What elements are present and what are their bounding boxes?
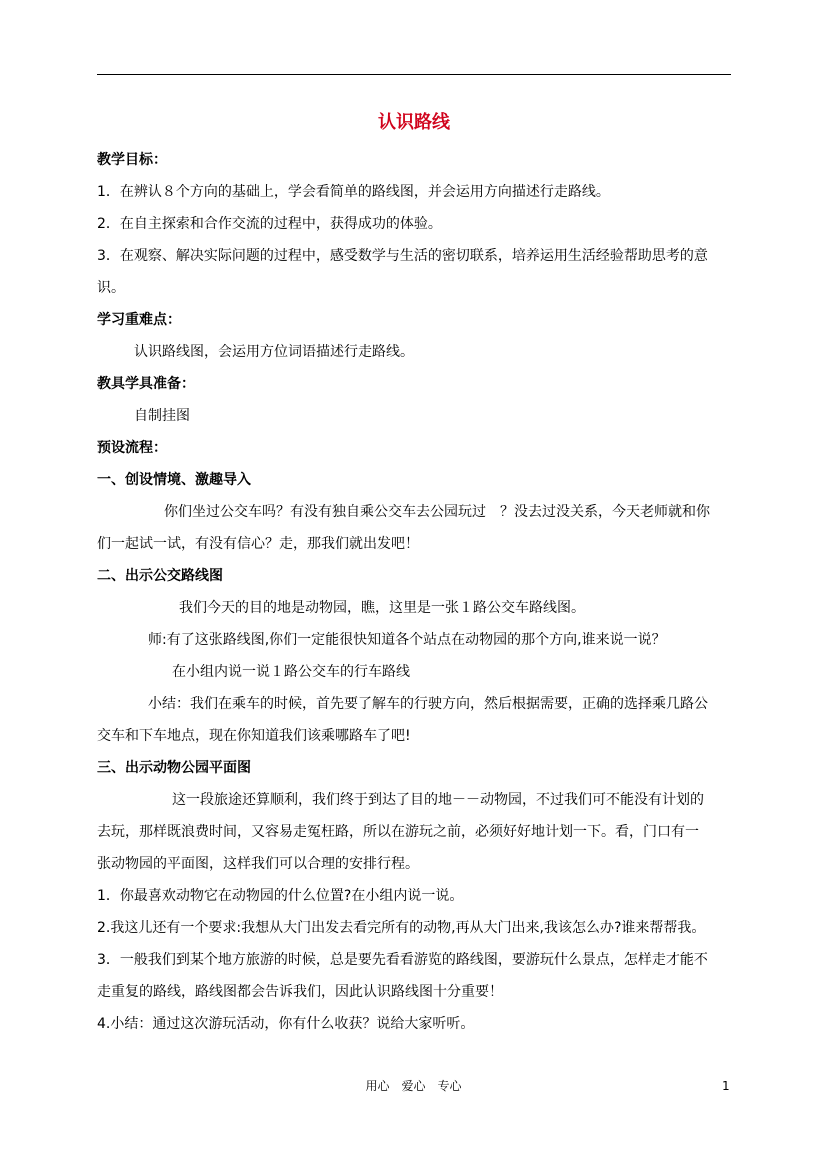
section-heading: 教具学具准备： <box>97 376 195 392</box>
section-heading: 一、创设情境、激趣导入 <box>97 472 251 488</box>
section-heading: 教学目标： <box>97 152 167 168</box>
paragraph-line: 1．在辨认８个方向的基础上，学会看简单的路线图，并会运用方向描述行走路线。 <box>97 184 610 200</box>
paragraph-line: 识。 <box>97 280 125 296</box>
paragraph-line: 小结：我们在乘车的时候，首先要了解车的行驶方向，然后根据需要，正确的选择乘几路公 <box>148 696 708 712</box>
document-body <box>97 106 737 1040</box>
paragraph-line: 1．你最喜欢动物它在动物园的什么位置?在小组内说一说。 <box>97 888 464 904</box>
footer-motto: 用心 爱心 专心 <box>365 1079 462 1093</box>
paragraph-line: 认识路线图，会运用方位词语描述行走路线。 <box>134 344 414 360</box>
paragraph-line: 3．在观察、解决实际问题的过程中，感受数学与生活的密切联系，培养运用生活经验帮助思考的意 <box>97 248 708 264</box>
paragraph-line: 3．一般我们到某个地方旅游的时候，总是要先看看游览的路线图，要游玩什么景点，怎样走才能不 <box>97 952 708 968</box>
paragraph-line: 2.我这儿还有一个要求:我想从大门出发去看完所有的动物,再从大门出来,我该怎么办?谁来帮帮我。 <box>97 920 706 936</box>
paragraph-line: 2．在自主探索和合作交流的过程中，获得成功的体验。 <box>97 216 442 232</box>
section-heading: 学习重难点： <box>97 312 181 328</box>
paragraph-line: 师:有了这张路线图,你们一定能很快知道各个站点在动物园的那个方向,谁来说一说？ <box>148 632 666 648</box>
paragraph-line: 你们坐过公交车吗？有没有独自乘公交车去公园玩过 ？没去过没关系，今天老师就和你 <box>164 504 710 520</box>
paragraph-line: 们一起试一试，有没有信心？走，那我们就出发吧！ <box>97 536 419 552</box>
section-heading: 预设流程： <box>97 440 167 456</box>
document-title: 认识路线 <box>378 112 450 133</box>
header-rule <box>97 74 731 75</box>
paragraph-list <box>97 144 737 1040</box>
paragraph-line: 这一段旅途还算顺利，我们终于到达了目的地－－动物园，不过我们可不能没有计划的 <box>172 792 704 808</box>
paragraph-line: 张动物园的平面图，这样我们可以合理的安排行程。 <box>97 856 419 872</box>
paragraph-line: 交车和下车地点，现在你知道我们该乘哪路车了吧! <box>97 728 411 744</box>
section-heading: 二、出示公交路线图 <box>97 568 223 584</box>
paragraph-line: 去玩，那样既浪费时间，又容易走冤枉路，所以在游玩之前，必须好好地计划一下。看，门口有一 <box>97 824 699 840</box>
paragraph-line: 我们今天的目的地是动物园，瞧，这里是一张１路公交车路线图。 <box>179 600 585 616</box>
paragraph-line: 走重复的路线，路线图都会告诉我们，因此认识路线图十分重要！ <box>97 984 503 1000</box>
paragraph-line: 在小组内说一说１路公交车的行车路线 <box>172 664 410 680</box>
section-heading: 三、出示动物公园平面图 <box>97 760 251 776</box>
paragraph-line: 自制挂图 <box>134 408 190 424</box>
paragraph-line: 4.小结：通过这次游玩活动，你有什么收获？说给大家听听。 <box>97 1016 475 1032</box>
page-number: 1 <box>722 1079 730 1093</box>
